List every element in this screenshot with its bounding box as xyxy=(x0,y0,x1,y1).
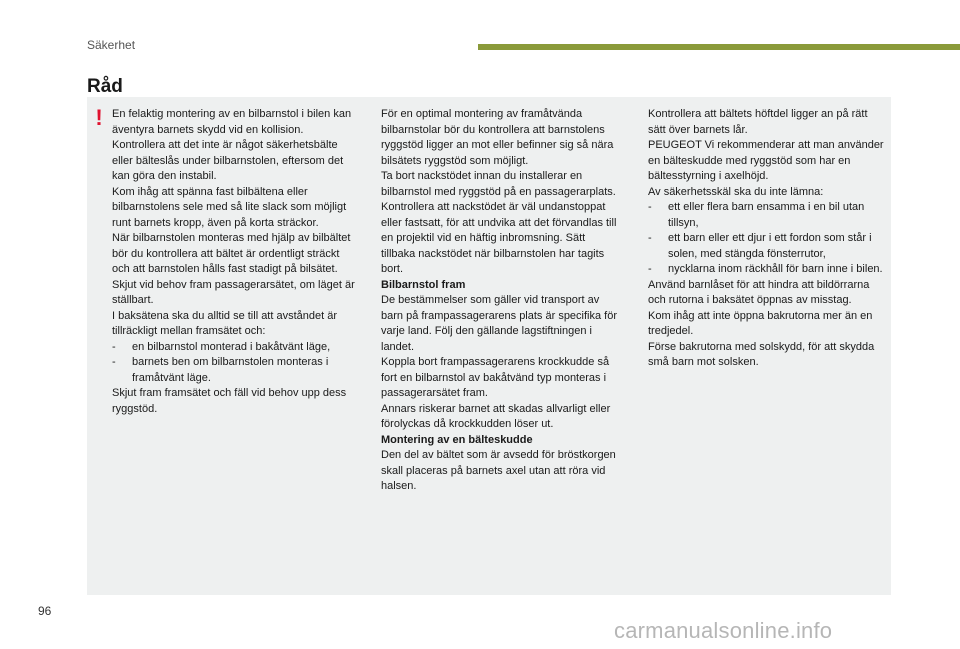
paragraph: Kom ihåg att inte öppna bakrutorna mer än en tredjedel. xyxy=(648,309,873,337)
page-title: Råd xyxy=(87,76,123,97)
advice-panel xyxy=(87,97,891,595)
paragraph: Skjut fram framsätet och fäll vid behov upp dess ryggstöd. xyxy=(112,387,347,415)
list-item: - en bilbarnstol monterad i bakåtvänt läge, xyxy=(112,340,355,356)
list-item: - nycklarna inom räckhåll för barn inne i bilen. xyxy=(648,262,888,278)
list-item: - ett eller flera barn ensamma i en bil utan tillsyn, xyxy=(648,200,888,231)
paragraph: Den del av bältet som är avsedd för bröstkorgen skall placeras på barnets axel utan att röra vid halsen. xyxy=(381,449,616,492)
watermark: carmanualsonline.info xyxy=(614,618,833,643)
list-item: - barnets ben om bilbarnstolen monteras i framåtvänt läge. xyxy=(112,355,355,386)
paragraph: För en optimal montering av framåtvända bilbarnstolar bör du kontrollera att barnstolens ryggstöd ligger an mot eller befinner sig så nära bilsätets ryggstöd som möjligt. xyxy=(381,108,614,167)
dash-list xyxy=(112,340,355,387)
paragraph xyxy=(648,138,888,185)
paragraph: När bilbarnstolen monteras med hjälp av bilbältet bör du kontrollera att bältet är ordentligt sträckt och att barnstolen hålls fast stadigt på bilsätet. Skjut vid behov fram passagerarsätet, om läget är ställbart. xyxy=(112,232,355,306)
column-2 xyxy=(381,107,619,495)
paragraph: Kontrollera att det inte är något säkerhetsbälte eller bälteslås under bilbarnstolen, eftersom det kan göra den instabil. xyxy=(112,139,344,182)
paragraph: Använd barnlåset för att hindra att bildörrarna och rutorna i baksätet öppnas av misstag. xyxy=(648,278,870,306)
paragraph: Kontrollera att bältets höftdel ligger an på rätt sätt över barnets lår. xyxy=(648,108,868,136)
paragraph: Av säkerhetsskäl ska du inte lämna: xyxy=(648,185,824,198)
paragraph: Kontrollera att nackstödet är väl undanstoppat eller fastsatt, för att undvika att det förvandlas till en projektil vid en häftig inbromsning. Sätt tillbaka nackstödet när bilbarnstolen har tagits bort. xyxy=(381,201,617,275)
column-1 xyxy=(112,107,355,417)
paragraph: De bestämmelser som gäller vid transport av barn på frampassagerarens plats är specifika för varje land. Följ den gällande lagstiftningen i landet. xyxy=(381,294,618,353)
warning-icon: ! xyxy=(95,105,103,130)
header-accent-bar xyxy=(478,44,960,50)
paragraph: Annars riskerar barnet att skadas allvarligt eller förolyckas då krockkudden löser ut. xyxy=(381,402,611,430)
paragraph: I baksätena ska du alltid se till att avståndet är tillräckligt mellan framsätet och: xyxy=(112,309,338,337)
dash-list xyxy=(648,200,888,278)
brand-name: PEUGEOT xyxy=(648,139,702,151)
paragraph: Koppla bort frampassagerarens krockkudde så fort en bilbarnstol av bakåtvänd typ monteras i passagerarsätet fram. xyxy=(381,356,610,399)
paragraph: Ta bort nackstödet innan du installerar en bilbarnstol med ryggstöd på en passagerarplats. xyxy=(381,170,616,198)
section-label: Säkerhet xyxy=(87,38,136,52)
column-3 xyxy=(648,107,888,371)
subheading-booster: Montering av en bälteskudde xyxy=(381,433,533,446)
paragraph-text: Vi rekommenderar att man använder en bälteskudde med ryggstöd som har en bältesstyrning i axelhöjd. xyxy=(648,139,884,182)
page-number: 96 xyxy=(38,604,52,618)
paragraph: En felaktig montering av en bilbarnstol i bilen kan äventyra barnets skydd vid en kollision. xyxy=(112,108,352,136)
subheading-front-seat: Bilbarnstol fram xyxy=(381,278,466,291)
paragraph: Förse bakrutorna med solskydd, för att skydda små barn mot solsken. xyxy=(648,340,875,368)
paragraph: Kom ihåg att spänna fast bilbältena eller bilbarnstolens sele med så lite slack som möjligt runt barnets kropp, även på korta sträckor. xyxy=(112,185,347,229)
list-item: - ett barn eller ett djur i ett fordon som står i solen, med stängda fönsterrutor, xyxy=(648,231,888,262)
